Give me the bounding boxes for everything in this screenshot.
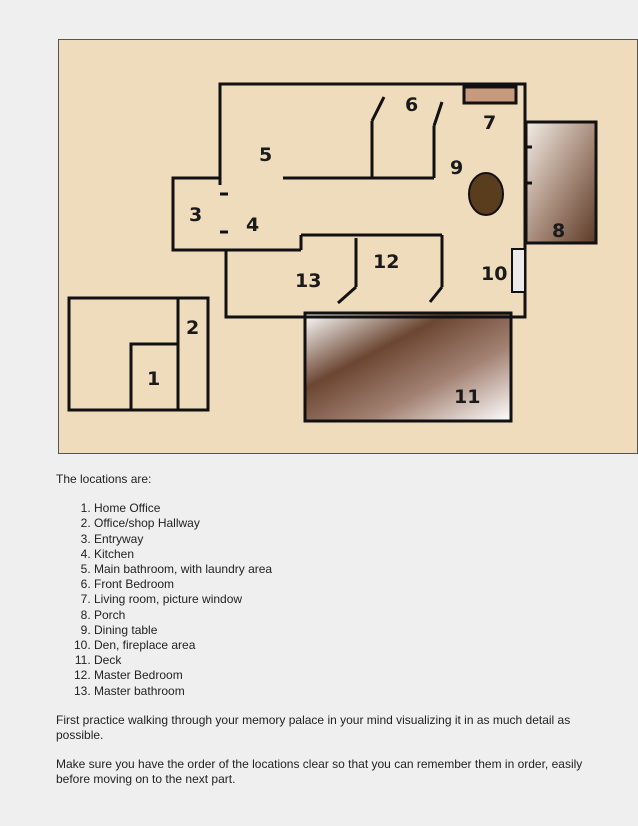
label-6: 6 [405,94,419,116]
list-item: 4. Kitchen [94,547,616,562]
list-item: 11. Deck [94,653,616,668]
label-5: 5 [259,144,273,166]
list-item: 12. Master Bedroom [94,668,616,683]
list-item: 2. Office/shop Hallway [94,516,616,531]
list-item: 1. Home Office [94,501,616,516]
label-1: 1 [147,368,161,390]
label-8: 8 [552,220,566,242]
instruction-paragraph: Make sure you have the order of the locations clear so that you can remember them in order, easily before moving on to the next part. [56,757,583,787]
fireplace-panel [512,249,525,292]
label-4: 4 [246,214,260,236]
locations-intro: The locations are: [56,472,152,486]
list-item: 7. Living room, picture window [94,592,616,607]
label-7: 7 [483,112,497,134]
label-12: 12 [373,251,400,273]
list-item: 5. Main bathroom, with laundry area [94,562,616,577]
text-content [56,472,616,788]
label-13: 13 [295,270,322,292]
list-item: 6. Front Bedroom [94,577,616,592]
label-2: 2 [186,317,200,339]
list-item: 3. Entryway [94,532,616,547]
dining-table [469,173,503,215]
picture-window [464,87,516,103]
label-10: 10 [481,263,508,285]
instruction-paragraph: First practice walking through your memory palace in your mind visualizing it in as much detail as possible. [56,712,571,743]
list-item: 9. Dining table [94,623,616,638]
label-9: 9 [450,157,464,179]
floor-plan-diagram [58,39,638,454]
list-item: 8. Porch [94,608,616,623]
list-item: 10. Den, fireplace area [94,638,616,653]
label-11: 11 [454,386,481,408]
list-item: 13. Master bathroom [94,684,616,699]
label-3: 3 [189,204,203,226]
locations-list [56,501,616,699]
